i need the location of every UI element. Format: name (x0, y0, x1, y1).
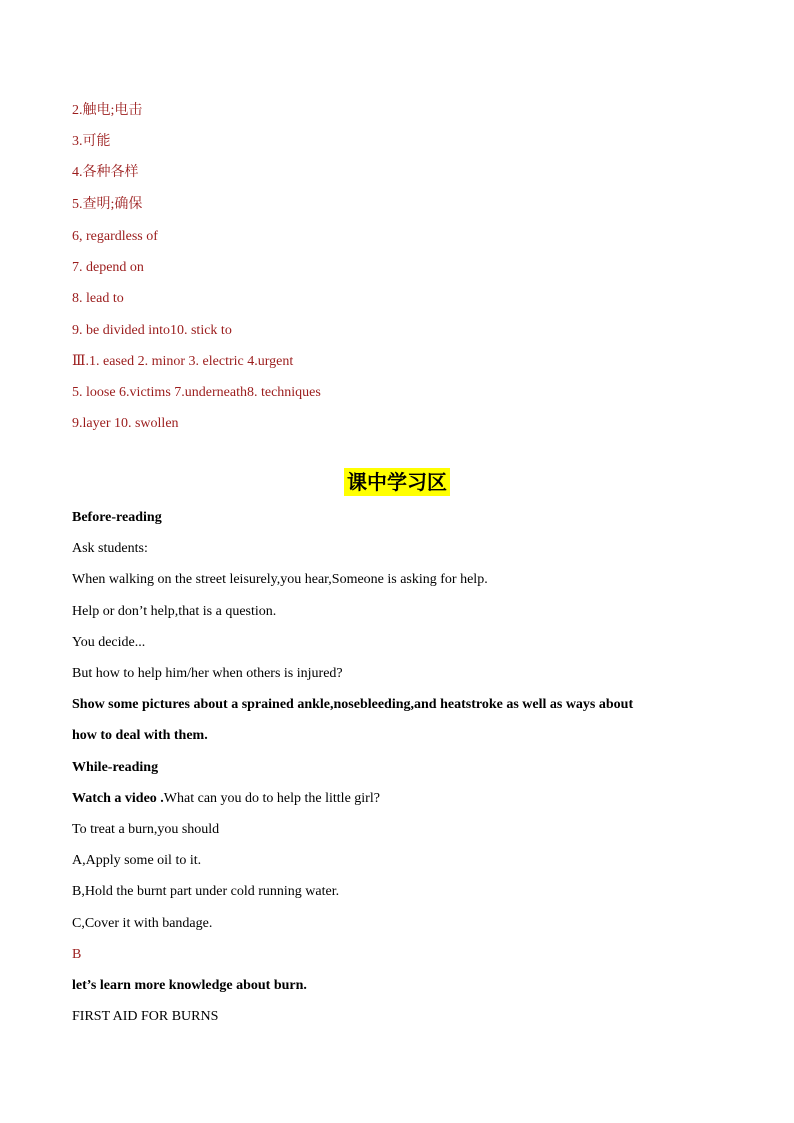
answer-line-4: 4.各种各样 (72, 165, 139, 180)
answer-line-6: 6, regardless of (72, 229, 158, 244)
before-reading-bold-line: Show some pictures about a sprained ankle,nosebleeding,and heatstroke as well as ways about (72, 697, 634, 712)
answer-line-part3-end: 9.layer 10. swollen (72, 416, 179, 431)
before-reading-title: Before-reading (72, 510, 162, 525)
answer-line-8: 8. lead to (72, 291, 124, 306)
before-reading-bold-line: how to deal with them. (72, 728, 208, 743)
before-reading-line: When walking on the street leisurely,you hear,Someone is asking for help. (72, 572, 488, 587)
option-b: B,Hold the burnt part under cold running water. (72, 884, 340, 899)
answer-line-part3: Ⅲ.1. eased 2. minor 3. electric 4.urgent (72, 354, 294, 369)
answer-line-9: 9. be divided into10. stick to (72, 323, 232, 338)
answer-line-7: 7. depend on (72, 260, 144, 275)
section-heading: 课中学习区 (344, 468, 450, 496)
question-text: To treat a burn,you should (72, 822, 220, 837)
answer-line-5: 5.查明;确保 (72, 197, 143, 212)
answer-line-part3-cont: 5. loose 6.victims 7.underneath8. techniques (72, 385, 321, 400)
before-reading-line: Ask students: (72, 541, 148, 556)
answer-text: B (72, 947, 82, 962)
video-prompt-bold: Watch a video . (72, 791, 164, 806)
learn-more-line: let’s learn more knowledge about burn. (72, 978, 307, 993)
video-prompt-line (72, 790, 380, 808)
video-prompt-rest: What can you do to help the little girl? (163, 791, 380, 806)
before-reading-line: But how to help him/her when others is injured? (72, 666, 343, 681)
answer-line-3: 3.可能 (72, 134, 111, 149)
option-c: C,Cover it with bandage. (72, 916, 213, 931)
first-aid-section-title: FIRST AID FOR BURNS (72, 1009, 219, 1024)
answer-line-2: 2.触电;电击 (72, 103, 143, 118)
before-reading-line: Help or don’t help,that is a question. (72, 604, 277, 619)
option-a: A,Apply some oil to it. (72, 853, 202, 868)
section-heading-wrap (0, 468, 794, 496)
while-reading-title: While-reading (72, 760, 159, 775)
before-reading-line: You decide... (72, 635, 146, 650)
